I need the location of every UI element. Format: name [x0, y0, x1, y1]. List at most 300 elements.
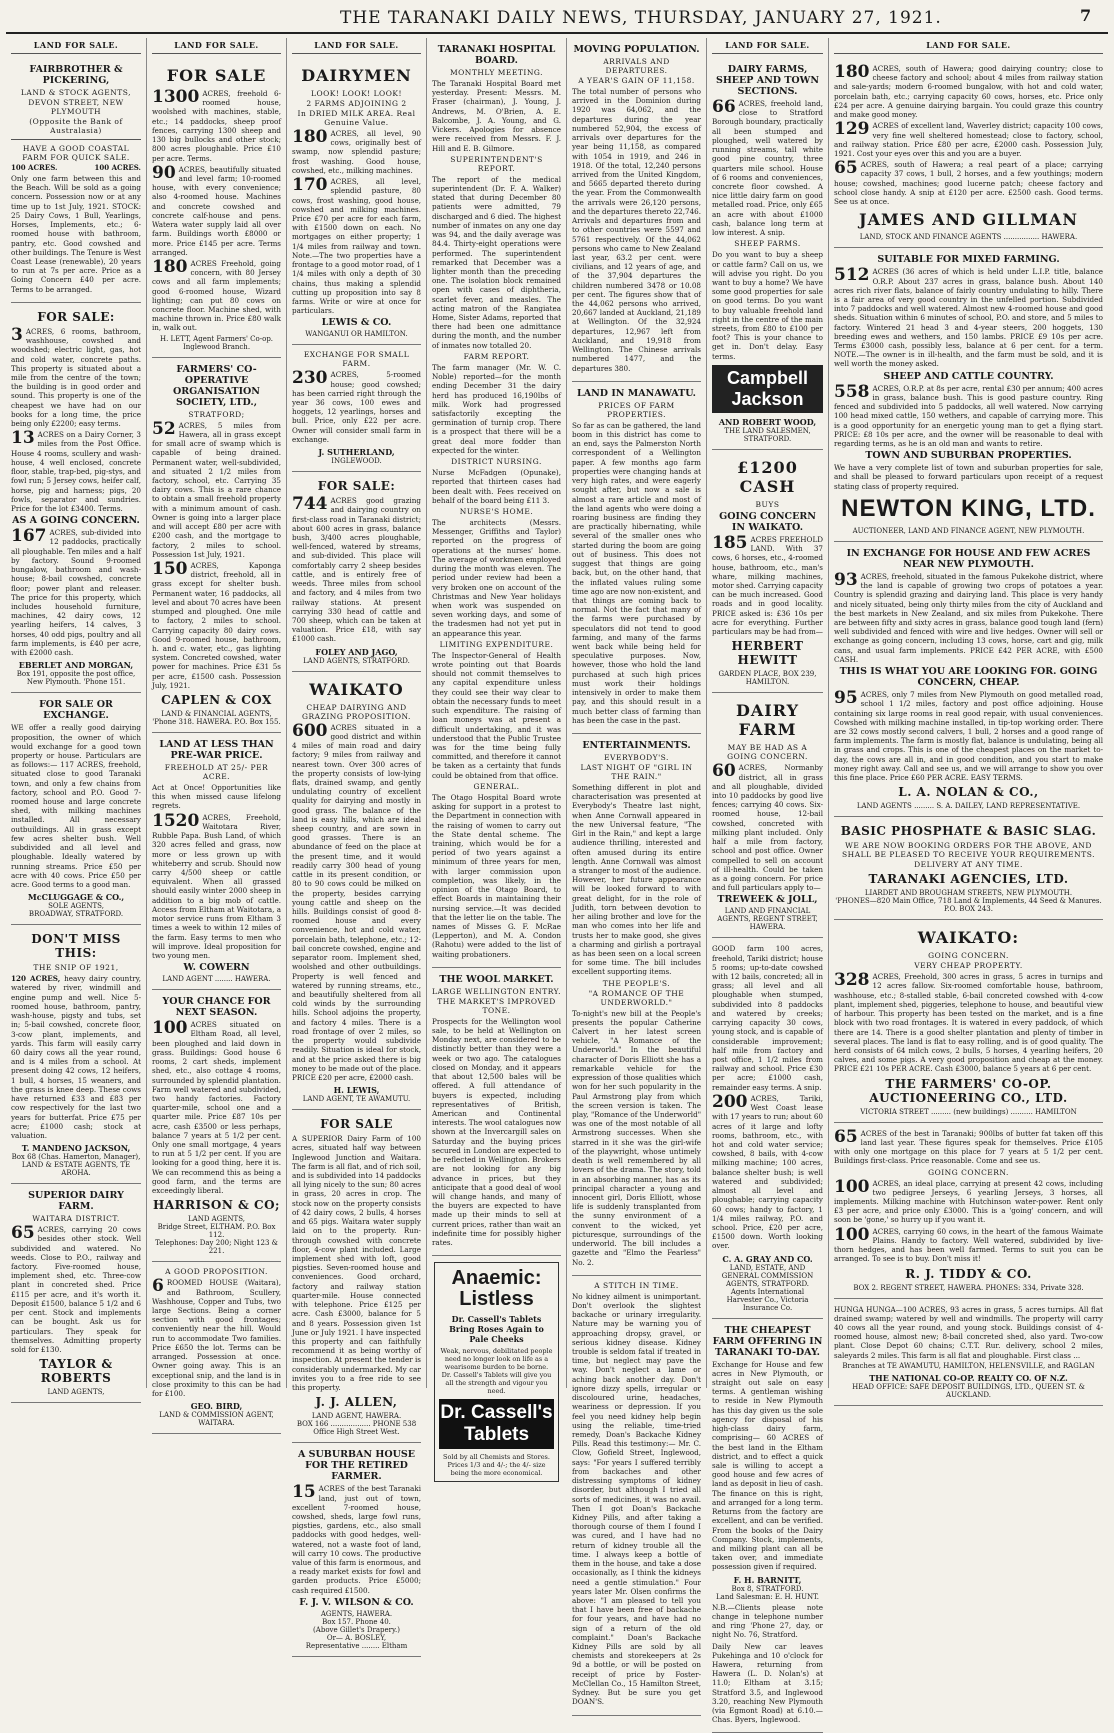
article-body: The farm manager (Mr. W. C. Noble) reported—for the month ending December 31 the dairy herd has produced 16,190lbs of milk. Work had progressed satisfactorily excepting the germination of turnip crop. There is a prospect that there will be a great deal more fodder than expected for the winter.: [432, 362, 561, 455]
ad-text: ACRES of the best Taranaki land, just out of town, excellent 7-roomed house, cowshed, sheds, large fowl runs, pigsties, gardens, etc., also small paddocks with good hedges, well-watered, not a waste foot of land, will carry 10 cows. The productive value of this farm is enormous, and a ready market exists for fowl and garden products. Price £5000; cash required £1500.: [292, 1484, 421, 1595]
ad-heading: FOR SALE OR EXCHANGE.: [39, 699, 113, 722]
agent-address: VICTORIA STREET ......... (new buildings) .......... HAMILTON: [860, 1107, 1077, 1116]
ad-body-90: [152, 162, 281, 257]
ad-body-180: [292, 129, 421, 175]
page-number: 7: [1080, 6, 1092, 25]
ad-body-100: [834, 1176, 1103, 1225]
ad-subheading: DELIVERY AT ANY TIME.: [914, 860, 1023, 870]
agent-name: C. A. GRAY AND CO.: [722, 1253, 813, 1264]
ad-subheading: TOWN AND SUBURBAN PROPERTIES.: [865, 450, 1072, 462]
ad-body-1520: [152, 810, 281, 961]
acreage: 167: [11, 526, 47, 547]
ad-body-185: [712, 532, 823, 637]
ad-text: ACRES, south of Hawera; a real peart of a place; carrying capacity 37 cows, 1 bull, 2 horses, and a few youthings; modern house; cowshed, machines; good lucerne patch; cheese factory and school close handy. A snip at £120 per acre. £2500 cash. Good terms. See us at once.: [834, 160, 1103, 207]
divider: [11, 139, 141, 140]
ad-heading: HAVE A GOOD COASTAL FARM FOR QUICK SALE.: [22, 144, 130, 162]
column-5: [566, 38, 706, 1707]
agent-note: Agents International Harvester Co., Victoria Insurance Co.: [726, 1287, 809, 1312]
ad-good-proposition: [152, 1262, 281, 1434]
agent-name: McCLUGGAGE & CO.,: [27, 892, 125, 903]
ad-waikato-farmers: [834, 920, 1103, 1122]
acreage: 65: [834, 158, 858, 179]
agent-phone: 'PHONES—820 Main Office, 718 Land & Implements, 44 Seed & Manures. P.O. BOX 243.: [835, 897, 1102, 914]
agent-name: THE FARMERS' CO-OP. AUCTIONEERING CO., LTD.: [869, 1076, 1068, 1105]
ad-body-65: [834, 160, 1103, 206]
ad-body: WE ARE NOW BOOKING ORDERS FOR THE ABOVE, AND SHALL BE PLEASED TO RECEIVE YOUR REQUIREMENTS.: [842, 841, 1095, 860]
ad-heading: FOR SALE:: [317, 479, 396, 494]
ad-text: ACRES, Kaponga district, freehold, all in grass except for shelter bush. Permanent water, 16 paddocks, all level and about 70 acres have been stumped and ploughed. One mile to factory, 2 miles to school. Carrying capacity 80 dairy cows. Good 9-roomed house, bathroom, h. and c. water, etc., gas lighting system. Concreted cowshed, water power for machines. Price £31 5s per acre, £1500 cash. Possession July, 1921.: [152, 560, 281, 690]
ad-body: Only one farm between this and the Beach. Will be sold as a going concern. Possession now or at any time up to 1st July, 1921. STOCK: 25 Dairy Cows, 1 Bull, Yearlings, Horses, Implements, etc.; 6-roomed house with bathroom, pantry, etc. Good cowshed and other buildings. The Tenure is West Coast Lease (renewable), 20 years to run at 7s per acre. Price as a Going Concern £40 per acre. Terms to be arranged.: [11, 174, 141, 294]
ad-body-230: [292, 370, 421, 444]
ad-text: ACRES, carrying 60 cows, in the heart of the famous Waimate Plains. Handy to factory. Well watered, subdivided by live-thorn hedges, and has been well farmed. Terms to suit you can be arranged. To see is to buy. Don't miss it!: [834, 1226, 1103, 1264]
article-subheading: THE PEOPLE'S.: [602, 978, 671, 988]
ad-heading: IN EXCHANGE FOR HOUSE AND FEW ACRES NEAR NEW PLYMOUTH.: [846, 547, 1091, 570]
column-1: [6, 38, 146, 1397]
agent-address: LAND, ESTATE, AND GENERAL COMMISSION AGENTS, STRATFORD.: [721, 1263, 814, 1288]
ad-subheading: VERY CHEAP PROPERTY.: [914, 961, 1023, 971]
ad-body-3-acres: [11, 324, 141, 429]
ad-body: A SUPERIOR Dairy Farm of 100 acres, situated half way between Inglewood Junction and Waitara. The farm is all flat, and of rich soil, and is subdivided into 14 paddocks all lying nicely to the sun; 80 acres in grass, 20 acres in crop. The stock now on the property consists of 42 dairy cows, 2 bulls, 4 horses and 65 pigs. Waitara water supply laid on to the property. Run-through cowshed with concrete floor, 4-cow plant included. Large implement shed with loft, good pigsties. Seven-roomed house and conveniences. Good orchard, factory and railway station quarter-mile. House connected with telephone. Price £125 per acre. Cash £3000, balance for 5 and 8 years. Possession given 1st June or July 1921. I have inspected this property and can faithfully recommend it as being worthy of inspection. At present the tender is considerably undermarked. My car invites you to a free ride to see this property.: [292, 1134, 421, 1393]
agent-sub: LAND & STOCK AGENTS,: [20, 88, 132, 97]
acres-pair: [11, 163, 141, 172]
ad-body-167-acres: [11, 528, 141, 657]
ad-good-farm: [712, 938, 823, 1318]
agent-address: DEVON STREET, NEW PLYMOUTH: [28, 98, 124, 116]
agent-name: EBERLET AND MORGAN,: [18, 660, 134, 671]
agent-name: H. LETT, Agent Farmers' Co-op. Inglewood Branch.: [159, 334, 274, 351]
ad-town: STRATFORD;: [188, 409, 245, 419]
ad-text: ACRES, Freehold, 300 acres in grass, 5 acres in turnips and 12 acres fallow. Six-roomed comfortable house, bathroom, washhouse, etc.; 8-stalled stable, 6-bail concreted cowshed with 4-cow plant, implement shed, piggeries, telephone to house, and beautiful view of harbour. This property has been tested on the market, and is a fine block with two road frontages. It is watered in every paddock, of which there are 14. There is a good shelter plantation and plenty of timber in several places. The land is flat to easy rolling, and is of good quality. The herd consists of 64 milch cows, 2 bulls, 5 horses, 4 yearling heifers, 20 calves, and some pigs. A very good proposition and cheap at the money. PRICE £21 10s PER ACRE. Cash £3000, balance 5 years at 6 per cent.: [834, 972, 1103, 1074]
agent-sub: LAND, STOCK AND FINANCE AGENTS ................ HAWERA.: [859, 233, 1078, 242]
ad-body-100b: [834, 1224, 1103, 1264]
article-subheading: NURSE'S HOME.: [459, 506, 534, 516]
agent-name: TREWEEK & JOLL,: [717, 894, 818, 906]
agent-address: Bridge Street, ELTHAM. P.O. Box 112.: [157, 1223, 276, 1240]
article-subheading: A YEAR'S GAIN OF 11,158.: [578, 76, 695, 85]
ad-note: N.B.—Clients please note change in telephone number and ring 'Phone 27, day, or night No. 76, Stratford.: [712, 1602, 823, 1640]
ad-small-text: Weak, nervous, debilitated people need no longer look on life as a wearisome burden to be borne. Dr. Cassell's Tablets will give you all the strength and vigour you need.: [440, 1347, 553, 1396]
ad-text: ACRES FREEHOLD LAND. With 37 cows, 6 horses, etc., 4-roomed house, bathroom, etc., man's whare, milking machines, motor shed. Carrying capacity can be much increased. Good roads and in good locality. PRICE asked is: £36 10s per acre for everything. Further particulars may be had from—: [712, 534, 823, 637]
ad-heading: £1200 CASH: [737, 457, 798, 496]
ad-newton-king: [834, 248, 1103, 542]
ad-body-180: [152, 256, 281, 333]
acreage: 13: [11, 428, 35, 449]
agent-sub: LAND AGENTS,: [47, 1388, 105, 1397]
article-heading: THE WOOL MARKET.: [439, 973, 554, 985]
masthead: [0, 0, 1114, 36]
agent-sub: SOLE AGENTS,: [48, 902, 104, 911]
ad-suburban: [292, 1443, 421, 1657]
column-2: [146, 38, 286, 1428]
ad-heading: WAIKATO:: [917, 928, 1020, 948]
article-subheading: "A ROMANCE OF THE UNDERWORLD.": [588, 988, 685, 1007]
acres-left: 100 ACRES.: [11, 163, 58, 172]
acreage: 170: [292, 175, 328, 196]
acreage: 129: [834, 119, 870, 140]
agent-address: BROADWAY, STRATFORD.: [28, 910, 124, 919]
ad-text: ACRES, freehold, situated in the famous Pukekohe district, where the land is capable of growing two crops of potatoes a year. Country is splendid grazing and dairying land. This place is very handy and nicely situated, being only thirty miles from the city of Auckland and the best markets in New Zealand, and six miles from Pukekohe. There are between fifty and sixty acres in grass, balance good tough land (fern) well subdivided and fenced with wire and live hedges. Owner will sell or exchange as going concern, including 13 cows, horse, cart and gig, milk cans, and usual farm implements. PRICE £42 PER ACRE, with £500 CASH.: [834, 571, 1103, 664]
column-heading: LAND FOR SALE.: [11, 38, 141, 54]
ad-james-gillman: [834, 58, 1103, 248]
ad-heading: SUPERIOR DAIRY FARM.: [28, 1190, 124, 1213]
article-subheading: LAST NIGHT OF "GIRL IN THE RAIN.": [580, 763, 693, 781]
ad-cheapest-farm: [712, 1319, 823, 1733]
agent-name: JAMES AND GILLMAN: [859, 210, 1078, 230]
ad-heading: FOR SALE: [166, 66, 267, 85]
ad-heading: YOUR CHANCE FOR NEXT SEASON.: [162, 996, 271, 1019]
ad-subheading: GOING CONCERN IN WAIKATO.: [719, 510, 816, 533]
agent-address: WANGANUI OR HAMILTON.: [305, 330, 408, 339]
ad-body-15: [292, 1484, 421, 1595]
agent-name: THE NATIONAL CO-OP. REALTY CO. OF N.Z.: [869, 1372, 1068, 1383]
agent-sub: LAND AGENTS,: [188, 1215, 245, 1224]
acreage: 65: [834, 1126, 858, 1147]
ad-pre-war: [152, 733, 281, 990]
ad-text: ACRES situated on Eltham Road, all level, been ploughed and laid down in grass. Buildings: Good house 6 rooms, 2 cart sheds, implement shed, etc., also cottage 4 rooms, surrounded by splendid plantation. Farm well watered and subdivided, two handy factories. Factory quarter-mile, school one and a quarter mile. Price £87 10s per acre, cash £3500 or less perhaps, balance 7 years at 5 1/2 per cent. Only one small mortgage, 4 years to run at 5 1/2 per cent. If you are looking for a good thing, here it is. We can recommend this as being a good farm, and the terms are exceedingly liberal.: [152, 1020, 281, 1196]
ad-heading: A GOOD PROPOSITION.: [165, 1267, 268, 1277]
agent-name: T. MANDENO JACKSON,: [21, 1143, 131, 1154]
ad-heading: FOR SALE: [320, 1117, 393, 1132]
agent-address: LAND AGENT ........ HAWERA.: [162, 975, 271, 984]
column-heading: LAND FOR SALE.: [292, 38, 421, 54]
article-subheading: MONTHLY MEETING.: [449, 68, 544, 77]
agent-name: NEWTON KING, LTD.: [841, 494, 1096, 522]
ad-brand: Dr. Cassell's Tablets: [439, 1399, 554, 1449]
article-body: No kidney ailment is unimportant. Don't overlook the slightest backache or urinary irregularity. Nature may be warning you of approaching dropsy, gravel, or serious kidney disease. Kidney trouble is seldom fatal if treated in time, but neglect may pave the way. Don't neglect a lame or aching back another day. Don't ignore dizzy spells, irregular or discoloured urine, headaches, weariness or depression. If you feel you need kidney help begin using the reliable, time-tried remedy, Doan's Backache Kidney Pills. Read this testimony:— Mr. C. Clow, Gofield Street, Inglewood, says: "For years I suffered terribly from backaches and other distressing symptoms of kidney disorder, but although I tried all sorts of medicines, it was no avail. Then I got Doan's Backache Kidney Pills, and after taking a thorough course of them I found I was cured, and I have had no return of kidney trouble all the time. I always keep a bottle of them in the house, and take a dose occasionally, as I think the kidneys need a gentle stimulation." Four years later Mr. Olsen confirms the above: "I am pleased to tell you that I have been free of backache for four years, and have had no sign of a return of the old complaint." Doan's Backache Kidney Pills are sold by all chemists and storekeepers at 2s 9d a bottle, or will be posted on receipt of price by Foster-McClellan Co., 15 Hamilton Street, Sydney. But be sure you get DOAN'S.: [572, 1291, 701, 1707]
agent-office: Office High Street West.: [313, 1428, 400, 1437]
ad-body-200: [712, 1091, 823, 1251]
ad-text: ACRES situated in a good district and within 4 miles of main road and dairy factory; 9 miles from railway and nearest town. Over 300 acres of the property consists of low-lying flats, drained swamp, and gently undulating country of excellent quality for dairying and mostly in good grass. The balance of the land is easy hills, which are ideal sheep country, and are sown in good grasses. There is an abundance of feed on the place at the present time, and it would readily carry 300 head of young cattle in its present condition, or 80 to 90 cows could be milked on the property, besides carrying young cattle and sheep on the hills. Buildings consist of good 8-roomed house and every convenience, hot and cold water, porcelain bath, telephone, etc.; 12-bail concrete cowshed, engine and separator room. Implement shed, woolshed and other outbuildings. Property is well fenced and watered by running streams, etc., and beautifully sheltered from all cold winds by the surrounding hills. School adjoins the property, and factory 4 miles. There is a road frontage of over 2 miles, so the property would subdivide readily. Situation is ideal for stock, and at the price asked there is big money to be made out of the place. PRICE £20 per acre, £2000 cash.: [292, 722, 421, 1082]
ad-text: ACRES, Freehold, Waitotara River, Rubble Papa. Bush Land, of which 320 acres felled and grass, now more or less grown up with whiteberry and scrub. Should now carry 4/500 sheep or cattle equivalent. When all grassed should easily winter 2000 sheep in addition to a big mob of cattle. Access from Eltham at Waitotara, a motor service runs from Eltham 3 times a week to within 12 miles of the farm. Easy terms to men who will improve. Ideal proposition for two young men.: [152, 812, 281, 960]
agent-address: 'Phone 318. HAWERA. P.O. Box 155.: [152, 718, 281, 727]
article-entertainments: [572, 734, 701, 1276]
ad-subheading: THE SNIP OF 1921,: [33, 963, 119, 973]
agent-branches: Branches at TE AWAMUTU, HAMILTON, HELENSVILLE, and RAGLAN: [842, 1361, 1095, 1370]
article-subheading: SUPERINTENDENT'S REPORT.: [450, 154, 543, 173]
article-subheading: FARM REPORT.: [463, 351, 530, 361]
ad-body-65b: [834, 1126, 1103, 1166]
acreage: 185: [712, 532, 748, 553]
agent-note: (Opposite the Bank of Australasia): [29, 117, 123, 135]
ad-fairbrother: [11, 58, 141, 303]
agent-name: L. A. NOLAN & CO.,: [898, 785, 1039, 800]
agent-name: FOLEY AND JAGO,: [315, 646, 398, 657]
ad-for-sale-744: [292, 472, 421, 672]
ad-text: ACRES on a Dairy Corner, 3 miles from the Post Office. House 4 rooms, scullery and wash-house, 4 well enclosed, concrete floor, stable, trap-bed, pig-stys, and fowl run; 5 Jersey cows, heifer calf, horse, pig and harness; pigs, 20 fowls, separator and sundries. Price for the lot £3400. Terms.: [11, 430, 141, 513]
acreage: 100: [834, 1176, 870, 1197]
ad-waikato: [292, 672, 421, 1111]
agent-name: F. J. V. WILSON & CO.: [299, 1596, 414, 1608]
ad-body-66: [712, 99, 823, 237]
ad-superior: [11, 1184, 141, 1403]
article-heading: TARANAKI HOSPITAL BOARD.: [437, 44, 556, 66]
acreage: 180: [292, 127, 328, 147]
ad-adjoining: 2 FARMS ADJOINING 2: [306, 99, 407, 108]
article-subheading: LARGE WELLINGTON ENTRY.: [432, 986, 561, 996]
ad-tiddy: [834, 1123, 1103, 1299]
ad-subheading: GOING CONCERN.: [928, 1167, 1009, 1177]
agent-name: TARANAKI AGENCIES, LTD.: [868, 872, 1069, 887]
article-body: The total number of persons who arrived in the Dominion during 1920 was 64,062, and the departures during the year numbered 52,904, the excess of arrivals over departures for the year being 11,158, as compared with 1054 in 1919, and 246 in 1918. Of the total, 12,240 persons arrived from the United Kingdom, and 5665 departed thereto during the year. From the Commonwealth the arrivals were 26,120 persons, and the departures thereto 22,746. Arrivals and departures from and to other countries were 5597 and 5761 respectively. Of the 44,062 persons who came to New Zealand last year, 63.2 per cent. were civilians, and 12 years of age, and of the 37,904 departures the children numbered 3478 or 10.08 per cent. The figures show that of the 44,062 persons who arrived, 20,667 landed at Auckland, 21,189 at Wellington. Of the 32,924 departures, 12,967 left from Auckland, and 19,918 from Wellington. The Chinese arrivals numbered 1477, and the departures 380.: [572, 87, 701, 373]
ad-text: ROOMED HOUSE (Waitara), and Bathroom, Scullery, Washhouse, Copper and Tubs, two large Sections. Being a corner section with good frontages; conveniently near the hill. Would run to accommodate Two families. Price £650 the lot. Terms can be arranged. Possession at once. Owner going away. This is an exceptional snip, and the land is in close proximity to this can be had for £100.: [152, 1278, 281, 1398]
acreage: 230: [292, 368, 328, 389]
agent-name: LEWIS & CO.: [321, 317, 392, 329]
agent-phone: Telephones: Day 200; Night 123 & 221.: [155, 1239, 278, 1256]
ad-text: ACRES, 5-roomed house; good cowshed; has been carried right through the year 36 cows, 100 ewes and hoggets, 12 yearlings, horses and bull. Price, only £22 per acre. Owner will consider small farm in exchange.: [292, 370, 421, 444]
acreage: 1520: [152, 810, 200, 831]
agent-rep: Representative ........ Eltham: [305, 1641, 408, 1650]
acreage: 66: [712, 97, 736, 117]
ad-text: ACRES, 6 rooms, bathroom, washhouse, cowshed and woodshed; electric light, gas, hot and cold water, concrete paths. This property is situated about a mile from the centre of the town; the building is in good order and sound. This property is one of the cheapest we have had on our books for a long time, the price being only £2200; easy terms.: [11, 326, 141, 429]
acreage: 180: [834, 62, 870, 82]
acreage: 100: [834, 1224, 870, 1245]
ad-heading: FARMERS' CO-OPERATIVE ORGANISATION SOCIETY, LTD.,: [173, 363, 260, 408]
article-manawatu: [572, 382, 701, 734]
ad-cassells-tablets: [434, 1262, 559, 1482]
agent-address: INGLEWOOD.: [331, 457, 382, 466]
ad-heading: WAIKATO: [309, 679, 404, 699]
column-4: [426, 38, 566, 1478]
agent-sub: LAND & COMMISSION AGENT, WAITARA.: [159, 1411, 274, 1428]
acreage: 180: [152, 256, 188, 277]
ad-body: WE offer a really good dairying proposition, the owner of which would exchange for a good town property or house. Particulars are as follows:— 117 ACRES, freehold, situated close to good Taranaki town, and only a few chains from factory, school and P.O. Good 7-roomed house and large concrete shed, with milking machines installed. All necessary outbuildings. All in grass except few acres shelter bush. Well subdivided and all level and ploughable. Ideally watered by running streams. Price £50 per acre with 40 cows. Price £50 per acre. Good terms to a good man.: [11, 723, 141, 889]
ad-dont-miss: [11, 925, 141, 1184]
acreage: 200: [712, 1091, 748, 1112]
article-heading: A STITCH IN TIME.: [594, 1280, 679, 1290]
ad-text: ACRES (36 acres of which is held under L.I.P. title, balance O.R.P. About 237 acres in grass, balance bush. About 140 acres rich river flats, balance of fairly country undulating to hilly. There is a fair area of very good country in the unfelled portion. Subdivided into 7 paddocks and well watered. Almost new 4-roomed house and good sheds. Situation within 6 minutes of school, P.O. and store, and 5 miles to factory. Wintered 21 head 3 and 4-year steers, 200 hoggets, 130 breeding ewes and wethers, and 150 lambs. PRICE £9 10s per acre. Terms £3000 cash, possibly less, balance at 6 per cent. for a term. NOTE.—The owner is in ill-health, and the farm must be sold, and it is well worth the money asked.: [834, 267, 1103, 369]
agent-phone: BOX 166 .................. PHONE 538: [296, 1420, 417, 1429]
article-subheading: ARRIVALS AND DEPARTURES.: [603, 57, 670, 75]
ad-dairy-farms: [712, 58, 823, 450]
agent-name: TAYLOR & ROBERTS: [39, 1357, 113, 1386]
masthead-rule: [6, 32, 1108, 34]
ad-for-sale: [11, 303, 141, 693]
ad-small-text: Sold by all Chemists and Stores. Prices 1/3 and 4/-; the 4/- size being the more economical.: [443, 1453, 550, 1478]
article-body: So far as can be gathered, the land boom in this district has come to an end, says the Palmerston North correspondent of a Wellington paper. A few months ago farm properties were changing hands at very high rates, and were eagerly sought after, but now a sale is almost a rare article and most of the land agents who were doing a roaring business are finding they are practically hibernating, while several of the smaller ones who started during the boom are going out of business. This does not suggest that things are going back, but, on the other hand, that the inflated values ruling some time ago are now non-existent, and that things are coming back to normal. Not the fact that many of the farms were purchased by speculators did not tend to good farming, and many of the farms went back while being held for speculative purposes. Now, however, those who hold the land purchased at such high prices must work their holdings intensively in order to make them pay, and this should result in a much better class of farming than has been the case in the past.: [572, 420, 701, 725]
acreage: 15: [292, 1482, 316, 1503]
ad-nolan: [834, 542, 1103, 817]
ad-text: ACRES, carrying 20 cows besides other stock. Well subdivided and watered. No weeds. Close to P.O., railway and factory. Five-roomed house, implement shed, etc. Three-cow plant in concreted shed. Price £115 per acre, and it's worth it. Deposit £1500, balance 5 1/2 and 6 per cent. Stock and implements can be bought. Ask us for particulars. They speak for themselves. Admitting property sold for £130.: [11, 1225, 141, 1354]
ad-body: Exchange for House and few acres in New Plymouth, or straight out sale on easy terms. A gentleman wishing to reside in New Plymouth has this day given us the sole agency for disposal of his high-class dairy farm, comprising— 60 ACRES of the best land in the Eltham district, and to effect a quick sale is willing to accept a good house and few acres of land as deposit in lieu of cash. The finance on this is right, and arranged for a long term. Returns from the factory are excellent, and can be verified. From the books of the Dairy Company. Stock, implements, and milking plant can all be taken over, and immediate possession given if required.: [712, 1359, 823, 1572]
ad-body-100: [152, 1020, 281, 1195]
acreage: 558: [834, 381, 870, 402]
ad-subheading: THIS IS WHAT YOU ARE LOOKING FOR. GOING CONCERN, CHEAP.: [839, 666, 1098, 689]
ad-body-180: [834, 64, 1103, 119]
agent-name: J. J. ALLEN,: [315, 1395, 398, 1410]
agent-address: LAND AGENT, TE AWAMUTU.: [302, 1095, 411, 1104]
ad-subheading: SHEEP AND CATTLE COUNTRY.: [883, 370, 1054, 382]
article-stitch-in-time: [572, 1276, 701, 1716]
column-3: [286, 38, 426, 1650]
ad-body-170: [292, 177, 421, 315]
agent-name: H. LEWIS,: [333, 1085, 380, 1096]
acreage: 120 ACRES,: [11, 974, 61, 984]
acreage: 6: [152, 1276, 164, 1297]
ad-body-600: [292, 720, 421, 1083]
acreage: 512: [834, 265, 870, 286]
acreage: 1300: [152, 87, 200, 107]
acreage: 100: [152, 1018, 188, 1039]
ad-text: ACRES, Normanby district, all in grass and all ploughable, divided into 10 paddocks by good live fences; carrying 40 cows. Six-roomed house, 12-bail cowshed, concreted with milking plant included. Only half a mile from factory, school and post office. Owner compelled to sell on account of ill-health. Could be taken as a going concern. For price and full particulars apply to—: [712, 763, 823, 893]
agent-sub: LAND AGENTS ......... S. A. DAILEY, LAND REPRESENTATIVE.: [856, 802, 1081, 811]
ad-dairy-farm: [712, 693, 823, 938]
agent-address: Box 191, opposite the post office, New Plymouth. 'Phone 151.: [16, 670, 136, 687]
article-body: The Taranaki Hospital Board met yesterday. Present: Messrs. M. Fraser (chairman), J. Young, J. Andrews, M. O'Brien, A. E. Balcombe, J. A. Young, and G. Vickers. Apologies for absence were received from Messrs. F. J. Hill and E. B. Gilmore.: [432, 79, 561, 153]
ad-headline-2: Listless: [459, 1288, 534, 1311]
ad-body: [11, 974, 141, 1140]
agent-address: GARDEN PLACE, BOX 239, HAMILTON.: [718, 670, 817, 687]
ad-text: ACRES Freehold, going concern, with 80 Jersey cows and all farm implements; good 6-roomed house, Wizard lighting; can put 80 cows on concrete floor. Machine shed, with machine thrown in. Price £80 walk in, walk out.: [152, 258, 281, 333]
agent-sub: AUCTIONEER, LAND AND FINANCE AGENT, NEW PLYMOUTH.: [852, 526, 1085, 535]
ad-note: Act at Once! Opportunities like this when missed cause lifelong regrets.: [152, 783, 281, 811]
ad-body-328: [834, 972, 1103, 1073]
ad-body-150: [152, 558, 281, 690]
ad-body-95: [834, 690, 1103, 782]
agent-address: BOX 2. REGENT STREET, HAWERA. PHONES: 334, Private 328.: [853, 1283, 1084, 1292]
ad-text: ACRES of excellent land, Waverley district; capacity 100 cows, very fine well sheltered homestead; close to factory, school, and railway station. Price £80 per acre, £2000 cash. Possession July, 1921. Cost your eyes over this and you are a buyer.: [834, 121, 1103, 158]
ad-text: ACRES, O.R.P. at 8s per acre, rental £30 per annum; 400 acres in grass, balance bush. This is good pasture country. Ring fenced and subdivided into 5 paddocks, all well watered. Now carrying 100 head mixed cattle, 150 wethers, and capable of carrying more. This is a good opportunity for an energetic young man to get a flying start. PRICE: £8 10s per acre, and the owner will be reasonable to deal with regarding terms, as he is an old man and wants to retire.: [834, 383, 1103, 448]
article-body: The Inspector-General of Health wrote pointing out that Boards should not commit themselves to any capital expenditure unless they could see their way clear to obtain the necessary funds to meet such expenditure. The raising of loan moneys was at present a difficult undertaking, and it was understood that the Public Trustee was for the time being fully committed, and therefore it cannot be taken as a certainty that funds could be obtained from that office.: [432, 650, 561, 780]
column-7: [828, 38, 1108, 1399]
article-hospital-board: [432, 38, 561, 968]
article-moving-population: [572, 38, 701, 382]
column-6: [706, 38, 828, 1725]
ad-text: ACRES, all level, splendid pasture, 80 cows, frost washing, good house, cowshed and milking machines. Price £70 per acre for each farm, with £1500 down on each. No mortgages on either property; 1 1/4 miles from railway and town. Note.—The two properties have a frontage to a good motor road, of 1 1/4 miles with only a depth of 30 chains, thus making a splendid cutting up proposition into say 8 farms. Write or wire at once for particulars.: [292, 177, 421, 316]
ad-body-558: [834, 381, 1103, 449]
ad-heading: THE CHEAPEST FARM OFFERING IN TARANAKI TO-DAY.: [712, 1324, 823, 1358]
agent-name: HARRISON & CO;: [153, 1198, 280, 1213]
ad-1200-cash: [712, 450, 823, 693]
ad-body: GOOD farm 100 acres, freehold, Tariki district; house 5 rooms; up-to-date cowshed with 12 bails, concreted; all in grass; all level and all ploughable when stumped, subdivided into 8 paddocks and watered by creeks; carrying capacity 30 cows, young stock, and is capable of considerable improvement; half mile from factory and post office, 1 1/2 miles from railway and school. Price £30 per acre; £1000 cash, remainder easy terms. A snip.: [712, 944, 823, 1092]
article-body: The architects (Messrs. Messenger, Griffiths and Taylor) reported on the progress of operations at the nurses' home. The average of workmen employed during the month was eleven. The period under review had been a very broken one on account of the Christmas and New Year holidays when work was suspended on seven working days, and some of the tradesmen had not yet put in an appearance this year.: [432, 517, 561, 638]
article-subheading: THE MARKET'S IMPROVED TONE.: [437, 996, 556, 1015]
article-subheading: LIMITING EXPENDITURE.: [439, 639, 554, 649]
ad-body-52: [152, 418, 281, 559]
article-body: To-night's new bill at the People's presents the popular Catherine Calvert in her latest screen vehicle, "A Romance of the Underworld." In the beautiful character of Doris Elliott she has a remarkable vehicle for the expression of those qualities which won for her such popularity in the Paul Armstrong play from which the screen version is taken. The play, "Romance of the Underworld" was one of the most notable of all Armstrong successes. When she starred in it she was the girl-wife of the playwright, whose untimely death is well remembered by all lovers of the drama. The story, told in an absorbing manner, has as its principal character a young and innocent girl, Doris Elliott, whose life is suddenly transplanted from the sunny environment of a convent to the wicked, yet picturesque, surroundings of the underworld. The bill includes a gazette and "Elmo the Fearless" No. 2.: [572, 1008, 701, 1267]
ad-body-93: [834, 569, 1103, 664]
ad-basic-phosphate: [834, 817, 1103, 920]
ad-body-129: [834, 121, 1103, 158]
article-body: The Otago Hospital Board wrote asking for support in a protest to the Department in connection with the raising of women to carry out the State dental scheme. The training, which would be for a period of two years against a minimum of three years for men, with larger commission upon completion, was likely, in the opinion of the Otago Board, to effect Boards in maintaining their nursing service.—It was decided that the letter lie on the table. The names of Misses G. F. McRae (Lepperton), and M. A. Condon (Rahotu) were added to the list of waiting probationers.: [432, 792, 561, 959]
agent-sub: AGENTS, HAWERA.: [320, 1609, 393, 1618]
acreage: 90: [152, 162, 176, 183]
ad-heading: DAIRY FARM: [736, 701, 799, 740]
ad-text: ACRES, sub-divided into 12 paddocks, practically all ploughable. Ten miles and a half by factory. Sound 9-roomed bungalow, bathroom and wash-house; 8-bail cowshed, concrete floor; power plant and releaser. The price for this property, which includes household furniture, machines, 42 dairy cows, 12 yearling heifers, 14 calves, 3 horses, 40 odd pigs, poultry and all farm implements, is £40 per acre, with £2000 cash.: [11, 528, 141, 658]
ad-subheading: CHEAP DAIRYING AND GRAZING PROPOSITION.: [302, 702, 411, 721]
acreage: 65: [11, 1223, 35, 1244]
agent-address: HEAD OFFICE: SAFE DEPOSIT BUILDINGS, LTD., QUEEN ST. & AUCKLAND.: [852, 1382, 1085, 1399]
ad-next-season: [152, 990, 281, 1262]
agent-name: HERBERT HEWITT: [731, 639, 804, 668]
agent-banner: Campbell Jackson: [712, 365, 823, 413]
ad-heading: DAIRY FARMS, SHEEP AND TOWN SECTIONS.: [715, 64, 820, 97]
article-heading: ENTERTAINMENTS.: [582, 740, 691, 751]
acres-right: 100 ACRES.: [94, 163, 141, 172]
ad-look: LOOK! LOOK! LOOK!: [311, 89, 402, 98]
ad-body: [11, 1225, 141, 1354]
ad-text: ACRES, freehold 6-roomed house, woolshed with machines, stable, etc.; 14 paddocks, sheep proof fences, carrying 1300 sheep and 130 big bullocks and other stock; 800 acres ploughable. Price £10 per acre. Terms.: [152, 89, 281, 163]
ad-text: ACRES, Tariki, West Coast lease with 17 years to run; about 60 acres of it large and lofty rooms, bathroom, etc., with hot and cold water service; cowshed, 8 bails, with 4-cow milking machine; 100 acres, balance shelter bush; is well watered and subdivided; almost all level and ploughable; carrying capacity 60 cows; handy to factory, 1 1/4 miles railway, P.O. and school. Price, £20 per acre, £1500 down. Worth looking over.: [712, 1093, 823, 1251]
article-heading: MOVING POPULATION.: [573, 44, 700, 55]
agent-address: Box 68 (Chas. Hamerton, Manager), LAND & ESTATE AGENTS, TE AROHA.: [11, 1153, 141, 1178]
column-heading: LAND FOR SALE.: [834, 38, 1103, 54]
ad-subheading: WAITARA DISTRICT.: [32, 1214, 120, 1224]
agent-name: FAIRBROTHER & PICKERING,: [29, 64, 123, 86]
ad-body-1300: [152, 89, 281, 163]
ad-text: ACRES, 5 miles from Hawera, all in grass except for small acre of swamp which is capable of being drained. Permanent water, well-subdivided, and situated 2 1/2 miles from factory, school, etc. Carrying 35 dairy cows. This is a rare chance to obtain a small freehold property with a minimum amount of cash. Owner is going into a larger place and will accept £80 per acre with £200 cash, and the mortgage to factory, 2 miles to school. Possession 1st July, 1921.: [152, 420, 281, 559]
ad-body-60: [712, 763, 823, 892]
ad-heading: EXCHANGE FOR SMALL FARM.: [303, 350, 410, 369]
acreage: 744: [292, 494, 328, 515]
ad-body-13-acres: [11, 430, 141, 513]
ad-body: HUNGA HUNGA—100 ACRES, 93 acres in grass, 5 acres turnips. All flat drained swamp; watered by well and windmills. The property will carry 40 cows all the year round, and young stock. Buildings consist of 4-roomed house, almost new; 8-bail concreted shed, also yard. Two-cow plant. Close Depot 60 chains; C.T.T. Rur. delivery, school 2 miles, saleyards 2 miles. This farm is all flat and ploughable. First class ...: [834, 1304, 1103, 1360]
ad-heading: SUITABLE FOR MIXED FARMING.: [877, 254, 1060, 266]
article-body: The report of the medical superintendent (Dr. F. A. Walker) stated that during December 80 patients were admitted, 79 discharged and 6 died. The highest number of inmates on any one day was 94, and the daily average was 84.4. Thirty-eight operations were performed. The superintendent remarked that December was a lighter month than the preceding one. The isolation block remained open with cases of diphtheria, scarlet fever, and measles. The acting matron of the Rangiatea Home, Sister Adams, reported that there had been one admittance during the month, and the number of inmates now totalled 20.: [432, 174, 561, 350]
ad-text: ACRES, an ideal place, carrying at present 42 cows, including two pedigree Jerseys, 6 yearling Jerseys, 3 horses, all implements. Milking machine with Hutchinson water-power. Rent only £3 per acre, and price only £3000. This is a 'going' concern, and will soon be 'gone,' so hurry up if you want it.: [834, 1178, 1103, 1225]
ad-national-coop: [834, 1299, 1103, 1406]
article-subheading: EVERYBODY'S.: [604, 753, 669, 762]
agent-name: F. H. BARNITT,: [733, 1574, 802, 1585]
ad-area: In DRIED MILK AREA. Real Genuine Value.: [297, 109, 416, 127]
ad-heading: A SUBURBAN HOUSE FOR THE RETIRED FARMER.: [297, 1449, 416, 1483]
acreage: 60: [712, 761, 736, 782]
column-heading: LAND FOR SALE.: [712, 38, 823, 54]
ad-text: ACRES, south of Hawera; good dairying country; close to cheese factory and school; about 4 miles from railway station and sale-yards; modern 6-roomed bungalow, with hot and cold water, porcelain bath, etc.; carrying capacity 60 cows, horses, etc. Price only £24 per acre. A genuine dairying bargain. You could graze this country and make good money.: [834, 64, 1103, 120]
ad-text: ACRES good grazing and dairying country on first-class road in Taranaki district; about 600 acres in grass, balance bush, 3/400 acres ploughable, well-fenced, watered by streams, and sub-divided. This place will comfortably carry 2 sheep besides cattle, and is entirely free of weeds. Three miles from school and factory, and 4 miles from two railway stations. At present carrying 330 head of cattle and 700 sheep, which can be taken at valuation. Price £18, with say £1000 cash.: [292, 496, 421, 644]
ad-text: ACRES, freehold land, close to Stratford Borough boundary, practically all been stumped and ploughed, well watered by running streams, tall white good pine country, three quarters mile school. House of 6 rooms and conveniences, concrete floor cowshed. A nice little dairy farm on good metalled road. Price, only £65 an acre with about £1000 cash, balance long term at low interest. A snip.: [712, 99, 823, 238]
ad-heading: BASIC PHOSPHATE & BASIC SLAG.: [840, 824, 1097, 839]
ad-body: We have a very complete list of town and suburban properties for sale, and shall be pleased to forward particulars upon receipt of a request stating class of property required.: [834, 463, 1103, 491]
column-heading: LAND FOR SALE.: [152, 38, 281, 54]
ad-exchange: [11, 693, 141, 925]
agent-salesman: Land Salesman: E. H. HUNT.: [716, 1592, 819, 1601]
agent-sub: LAND & FINANCIAL AGENTS,: [161, 710, 272, 719]
agent-alt: Or— A. BOSLEY,: [326, 1633, 387, 1642]
ad-text: ACRES, only 7 miles from New Plymouth on good metalled road, school 1 1/2 miles, factory and post office adjoining. House containing six large rooms in real good repair, with usual conveniences. Cowshed with milking machine installed, in tip-top working order. There are 32 cows mostly second calvers, 1 bull, 2 horses and a good range of farm implements. The farm is mostly flat, balance is undulating, being all in grass and crops. This is one of the cheapest places on the market to-day, the cows are all in, and in good condition, and you start to make money right away. Call and see us, and we will arrange to show you over this fine place. Price £60 PER ACRE. EASY TERMS.: [834, 690, 1103, 783]
agent-name: J. SUTHERLAND,: [318, 447, 395, 458]
ad-body-744: [292, 496, 421, 644]
agent-sub: LAND AGENT, HAWERA.: [311, 1412, 402, 1421]
agent-name: W. COWERN: [183, 962, 250, 974]
ad-subheading: BUYS: [755, 499, 780, 509]
acreage: 93: [834, 569, 858, 590]
agent-note: (Above Gillet's Drapery.): [313, 1625, 400, 1634]
article-wool-market: [432, 968, 561, 1256]
article-body: Something different in plot and characterisation was presented at Everybody's Theatre last night, when Anne Cornwall appeared in the new Universal feature, "The Girl in the Rain," and kept a large audience thrilling, interested and often amused during its entire length. Anne Cornwall was almost a stranger to most of the audience. However, her future appearance will be looked forward to with great delight, for in the role of Judith, torn between devotion to her ailing brother and love for the man who comes into her life and trusts her to make good, she gives a charming and girlish a portrayal as has been seen on a local screen for some time. The bill includes excellent supporting items.: [572, 783, 701, 977]
agent-name: R. J. TIDDY & CO.: [905, 1266, 1032, 1281]
agent-sub: AND ROBERT WOOD,: [718, 416, 817, 427]
article-subheading: PRICES OF FARM PROPERTIES.: [598, 400, 675, 419]
ad-subheading: SHEEP FARMS.: [734, 239, 801, 249]
ad-tagline: Dr. Cassell's Tablets Bring Roses Again to Pale Cheeks: [449, 1314, 544, 1345]
acreage: 328: [834, 970, 870, 991]
acreage: 150: [152, 558, 188, 579]
ad-subheading: FREEHOLD AT 25/- PER ACRE.: [164, 763, 269, 782]
ad-body-6: [152, 1278, 281, 1398]
ad-heading: LAND AT LESS THAN PRE-WAR PRICE.: [159, 739, 274, 762]
ad-subheading: AS A GOING CONCERN.: [12, 515, 140, 527]
newspaper-title: THE TARANAKI DAILY NEWS, THURSDAY, JANUARY 27, 1921.: [340, 8, 942, 28]
agent-name: GEO. BIRD,: [190, 1401, 243, 1412]
agent-address: Box 8, STRATFORD.: [731, 1584, 804, 1593]
article-heading: LAND IN MANAWATU.: [577, 387, 696, 399]
ad-headline-1: Anaemic:: [451, 1267, 542, 1290]
ad-heading: FOR SALE:: [37, 309, 115, 324]
agent-address: LAND AND FINANCIAL AGENTS, REGENT STREET, HAWERA.: [717, 907, 818, 932]
article-subheading: DISTRICT NURSING.: [451, 457, 542, 467]
ad-heading: DAIRYMEN: [301, 66, 412, 85]
agent-address: LIARDET AND BROUGHAM STREETS, NEW PLYMOUTH.: [864, 889, 1073, 898]
